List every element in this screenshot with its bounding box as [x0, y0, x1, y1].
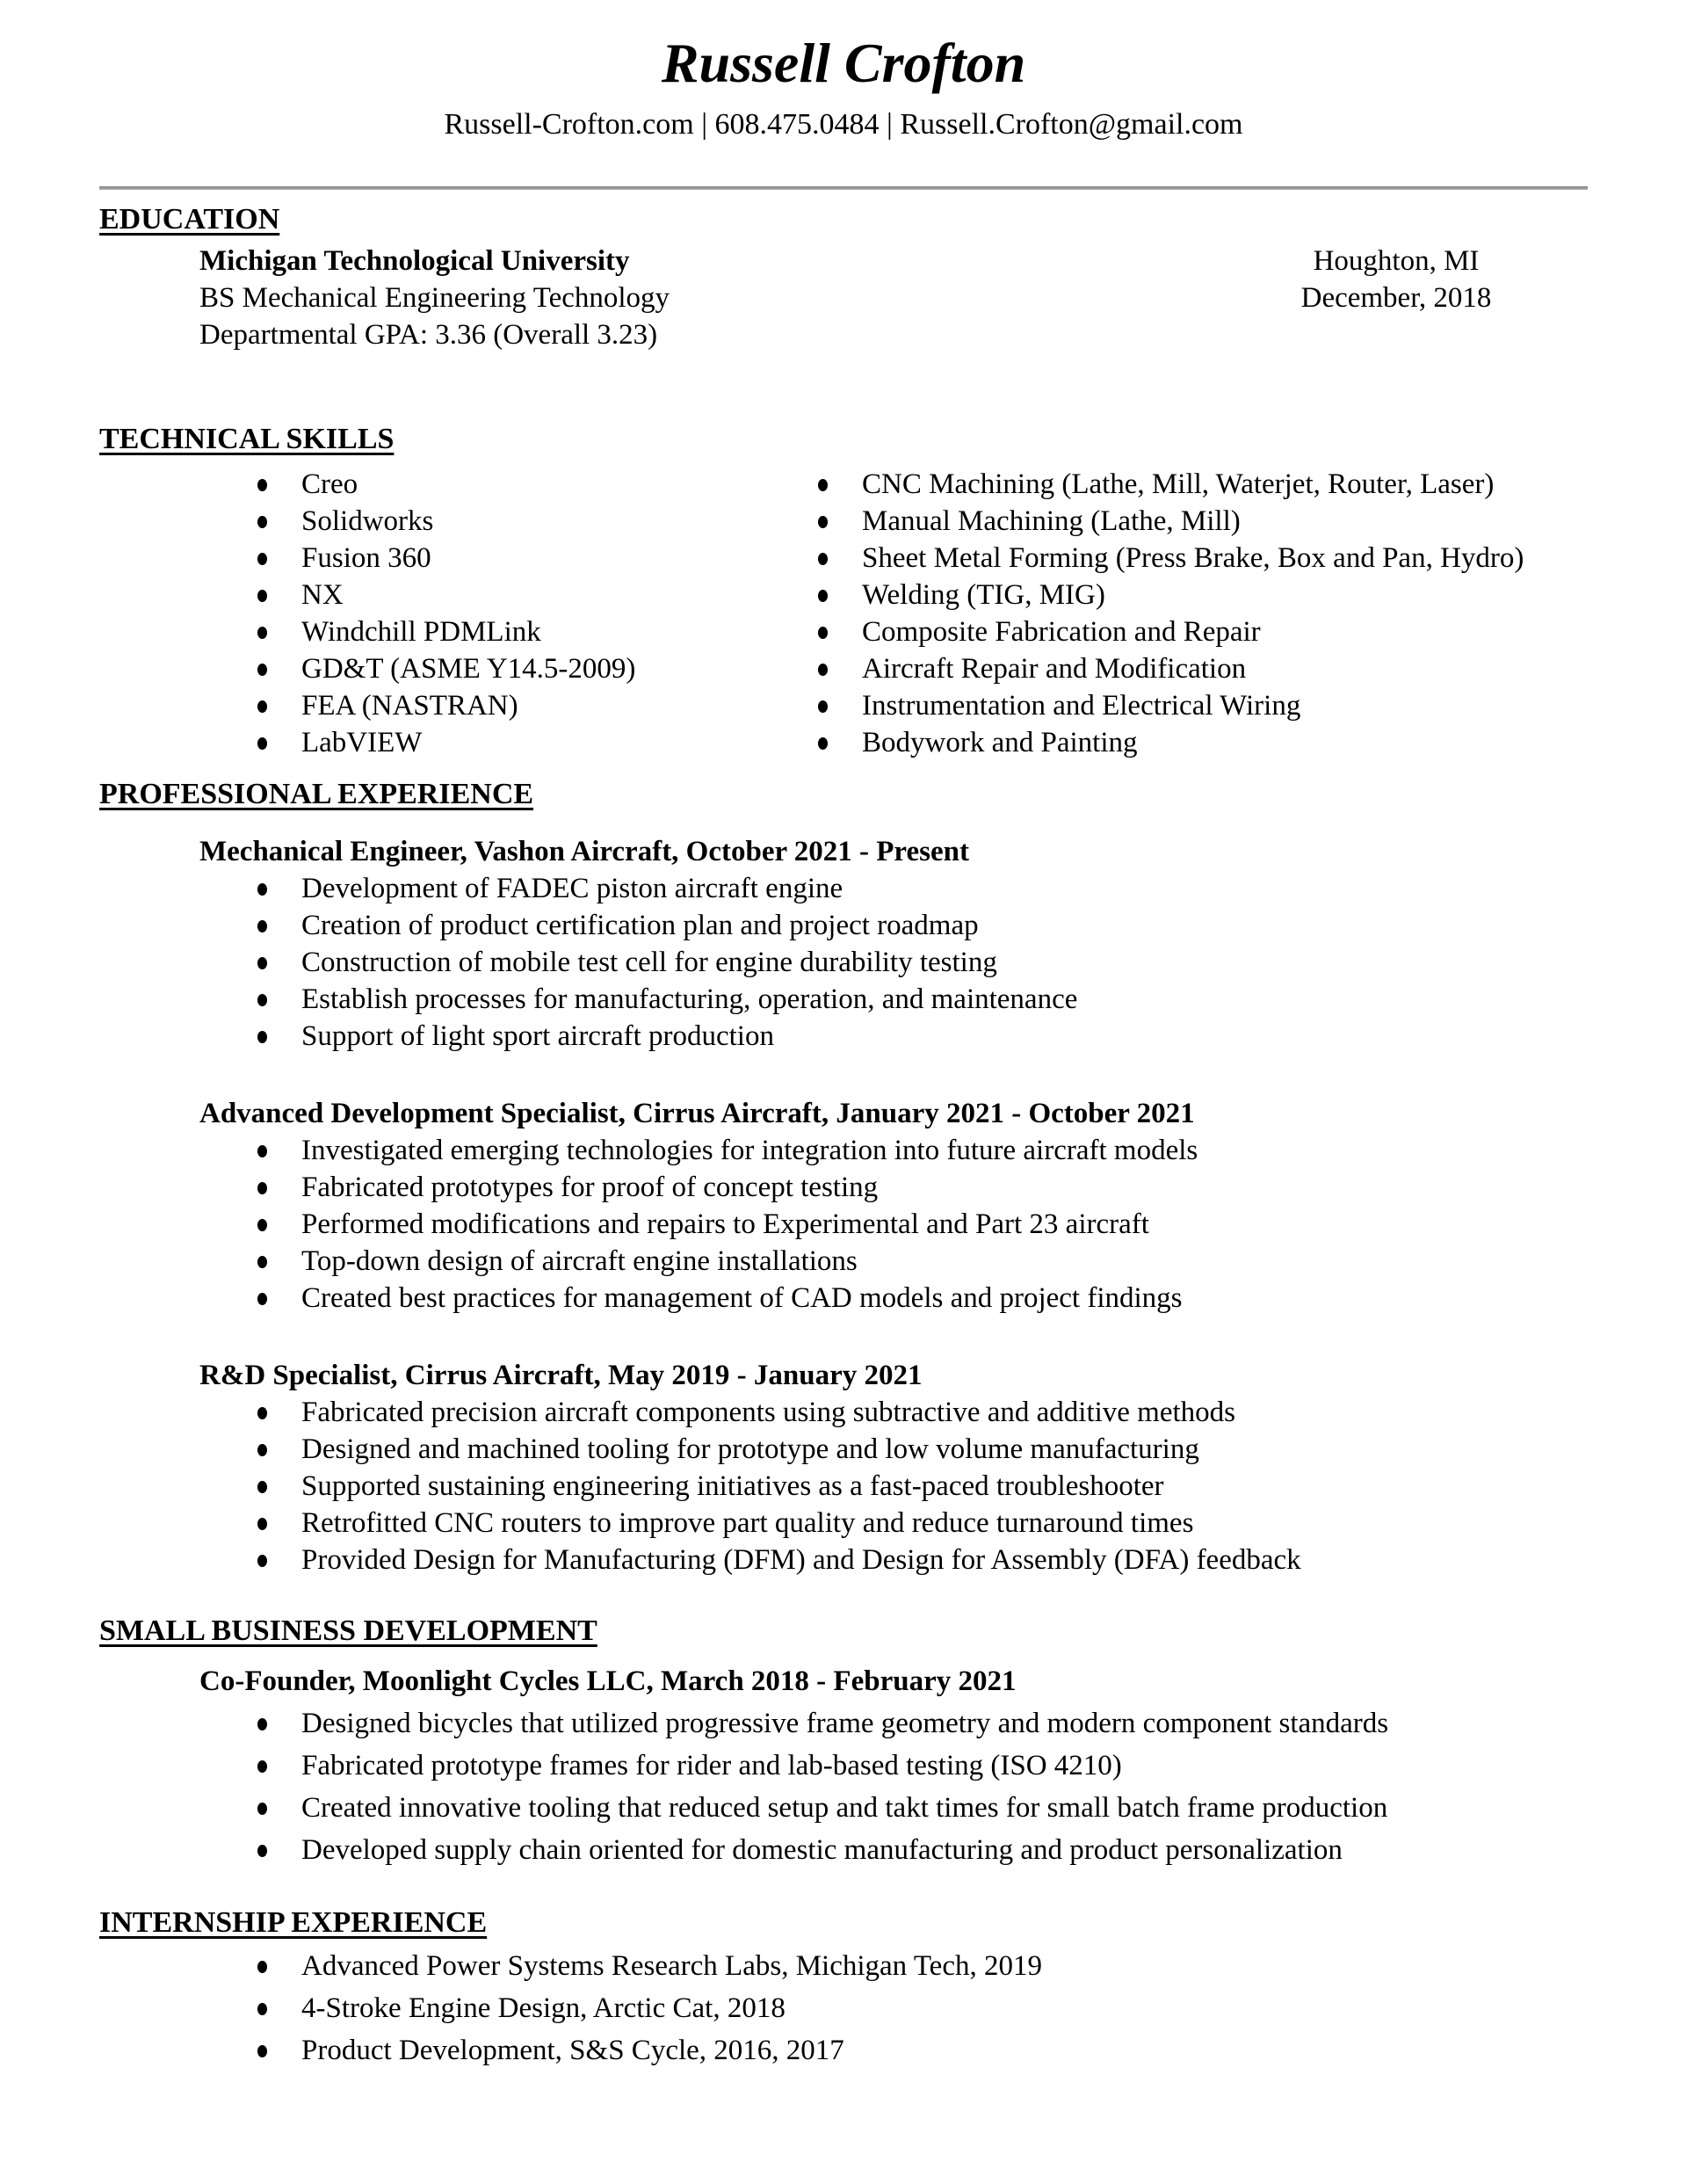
bullet-item: Developed supply chain oriented for domestic manufacturing and product personalization [99, 1832, 1588, 1868]
job-title: R&D Specialist, Cirrus Aircraft, May 2019 - January 2021 [199, 1360, 923, 1391]
skill-item: Windchill PDMLink [99, 613, 660, 650]
skill-item: Sheet Metal Forming (Press Brake, Box and Pan, Hydro) [660, 540, 1588, 577]
education-row [99, 279, 1588, 316]
skill-item: Solidworks [99, 503, 660, 540]
bullet-item: Designed bicycles that utilized progressive frame geometry and modern component standards [99, 1705, 1588, 1742]
education-date: December, 2018 [1300, 282, 1492, 314]
bullet-item: Created innovative tooling that reduced setup and takt times for small batch frame production [99, 1789, 1588, 1826]
skill-item: LabVIEW [99, 724, 660, 761]
contact-line: Russell-Crofton.com | 608.475.0484 | Russell.Crofton@gmail.com [444, 108, 1243, 141]
education-row-spacer [1205, 316, 1588, 353]
bullet-item: Designed and machined tooling for prototype and low volume manufacturing [99, 1431, 1588, 1468]
job-bullet-list [99, 1394, 1588, 1578]
job-title: Co-Founder, Moonlight Cycles LLC, March 2018 - February 2021 [199, 1665, 1017, 1697]
bullet-item: Creation of product certification plan and project roadmap [99, 907, 1588, 944]
education-degree: BS Mechanical Engineering Technology [199, 282, 670, 314]
skills-left-column [99, 466, 660, 761]
header-divider [99, 186, 1588, 190]
education-gpa: Departmental GPA: 3.36 (Overall 3.23) [199, 319, 658, 351]
bullet-item: Retrofitted CNC routers to improve part quality and reduce turnaround times [99, 1505, 1588, 1542]
section-heading-education: EDUCATION [99, 203, 280, 236]
section-heading-technical-skills: TECHNICAL SKILLS [99, 423, 395, 455]
skill-item: NX [99, 577, 660, 613]
skill-item: FEA (NASTRAN) [99, 687, 660, 724]
education-row [99, 243, 1588, 279]
bullet-item: Establish processes for manufacturing, operation, and maintenance [99, 981, 1588, 1018]
bullet-item: Fabricated precision aircraft components using subtractive and additive methods [99, 1394, 1588, 1431]
job-title: Mechanical Engineer, Vashon Aircraft, October 2021 - Present [199, 836, 969, 867]
bullet-item: Created best practices for management of CAD models and project findings [99, 1280, 1588, 1317]
skill-item: CNC Machining (Lathe, Mill, Waterjet, Router, Laser) [660, 466, 1588, 503]
bullet-item: Top-down design of aircraft engine installations [99, 1243, 1588, 1280]
job-bullet-list [99, 870, 1588, 1055]
education-location: Houghton, MI [1313, 245, 1480, 277]
bullet-item: 4-Stroke Engine Design, Arctic Cat, 2018 [99, 1990, 1588, 2027]
job-bullet-list [99, 1705, 1588, 1868]
skill-item: Welding (TIG, MIG) [660, 577, 1588, 613]
education-row [99, 316, 1588, 353]
skill-item: GD&T (ASME Y14.5-2009) [99, 650, 660, 687]
bullet-item: Performed modifications and repairs to Experimental and Part 23 aircraft [99, 1206, 1588, 1243]
section-heading-small-business: SMALL BUSINESS DEVELOPMENT [99, 1614, 597, 1647]
skill-item: Composite Fabrication and Repair [660, 613, 1588, 650]
bullet-item: Fabricated prototypes for proof of concept testing [99, 1169, 1588, 1206]
skill-item: Bodywork and Painting [660, 724, 1588, 761]
section-heading-professional-experience: PROFESSIONAL EXPERIENCE [99, 778, 534, 810]
skills-right-column [660, 466, 1588, 761]
bullet-item: Supported sustaining engineering initiatives as a fast-paced troubleshooter [99, 1468, 1588, 1505]
skill-item: Aircraft Repair and Modification [660, 650, 1588, 687]
bullet-item: Construction of mobile test cell for engine durability testing [99, 944, 1588, 981]
skill-item: Creo [99, 466, 660, 503]
bullet-item: Product Development, S&S Cycle, 2016, 2017 [99, 2032, 1588, 2069]
job-title: Advanced Development Specialist, Cirrus Aircraft, January 2021 - October 2021 [199, 1098, 1195, 1129]
job-bullet-list [99, 1132, 1588, 1317]
education-school: Michigan Technological University [199, 245, 630, 277]
bullet-item: Support of light sport aircraft production [99, 1018, 1588, 1055]
education-block [99, 243, 1588, 353]
resume-name: Russell Crofton [661, 32, 1026, 94]
skills-columns [99, 466, 1588, 761]
skill-item: Instrumentation and Electrical Wiring [660, 687, 1588, 724]
bullet-item: Provided Design for Manufacturing (DFM) and Design for Assembly (DFA) feedback [99, 1542, 1588, 1578]
bullet-item: Development of FADEC piston aircraft engine [99, 870, 1588, 907]
bullet-item: Fabricated prototype frames for rider and lab-based testing (ISO 4210) [99, 1747, 1588, 1784]
bullet-item: Investigated emerging technologies for integration into future aircraft models [99, 1132, 1588, 1169]
internship-bullet-list [99, 1948, 1588, 2069]
bullet-item: Advanced Power Systems Research Labs, Michigan Tech, 2019 [99, 1948, 1588, 1984]
skill-item: Fusion 360 [99, 540, 660, 577]
skill-item: Manual Machining (Lathe, Mill) [660, 503, 1588, 540]
section-heading-internship: INTERNSHIP EXPERIENCE [99, 1906, 488, 1939]
